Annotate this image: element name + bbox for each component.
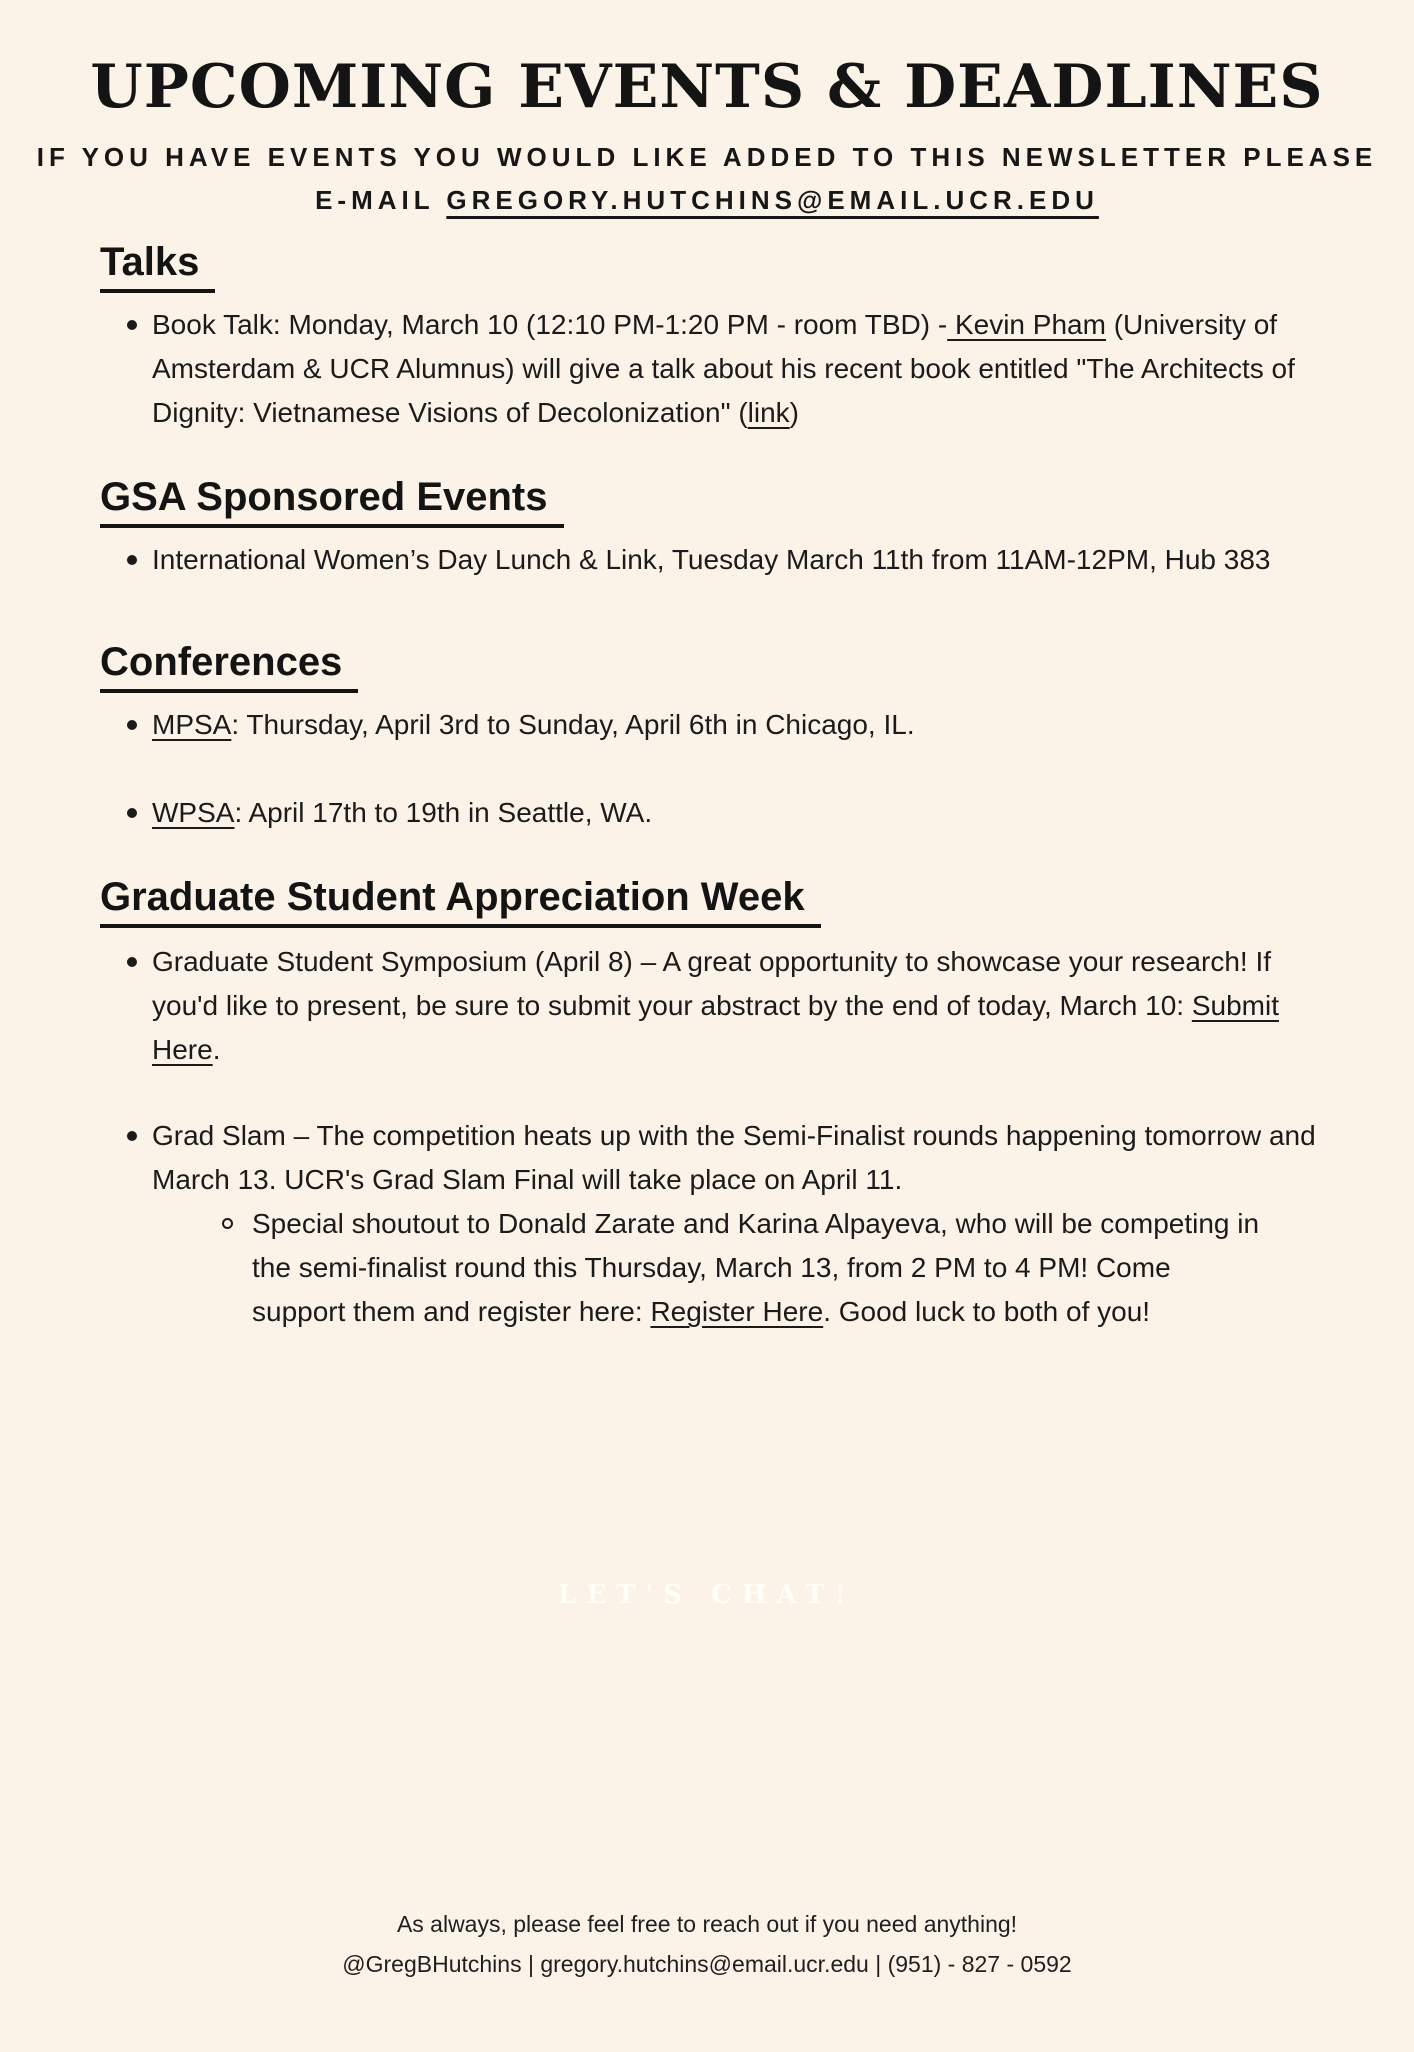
symposium-text: Graduate Student Symposium (April 8) – A great opportunity to showcase your research! If you'd like to present, be sure to submit your abstract by the end of today, March 10: — [152, 946, 1272, 1021]
grad-slam-sublist — [152, 1202, 1338, 1334]
conferences-list — [100, 703, 1338, 835]
shoutout-text: Special shoutout to Donald Zarate and Karina Alpayeva, who will be competing in the semi-finalist round this Thursday, March 13, from 2 PM to 4 PM! Come support them and register here: — [252, 1208, 1260, 1327]
gsa-list — [100, 538, 1338, 582]
grad-week-heading: Graduate Student Appreciation Week — [100, 875, 821, 928]
lets-chat-watermark: LET'S CHAT! — [557, 1580, 856, 1610]
talks-list — [100, 303, 1338, 435]
talks-item-text: Book Talk: Monday, March 10 (12:10 PM-1:20 PM - room TBD) - — [152, 309, 948, 340]
grad-slam-text: Grad Slam – The competition heats up with the Semi-Finalist rounds happening tomorrow and March 13. UCR's Grad Slam Final will take place on April 11. — [152, 1120, 1316, 1195]
footer-line-1: As always, please feel free to reach out if you need anything! — [396, 1911, 1018, 1937]
newsletter-page — [0, 52, 1414, 1977]
email-link[interactable]: GREGORY.HUTCHINS@EMAIL.UCR.EDU — [446, 185, 1099, 215]
mpsa-link[interactable]: MPSA — [152, 709, 232, 740]
list-item — [100, 703, 1338, 747]
talks-item-text: ) — [789, 397, 799, 428]
bullet-icon — [127, 957, 137, 967]
footer-line-2: @GregBHutchins | gregory.hutchins@email.ucr.edu | (951) - 827 - 0592 — [342, 1951, 1072, 1977]
gsa-item-text: International Women’s Day Lunch & Link, Tuesday March 11th from 11AM-12PM, Hub 383 — [152, 544, 1271, 575]
gsa-heading: GSA Sponsored Events — [100, 475, 564, 528]
mpsa-item-text: : Thursday, April 3rd to Sunday, April 6th in Chicago, IL. — [231, 709, 915, 740]
email-prefix: E-MAIL — [315, 185, 447, 215]
book-link[interactable]: link — [747, 397, 790, 428]
bullet-icon — [127, 720, 137, 730]
grad-week-list — [100, 940, 1338, 1334]
wpsa-link[interactable]: WPSA — [152, 797, 235, 828]
list-item — [100, 791, 1338, 835]
bullet-icon — [127, 1131, 137, 1141]
bullet-icon — [127, 808, 137, 818]
sub-list-item — [152, 1202, 1338, 1334]
kevin-pham-link[interactable]: Kevin Pham — [947, 309, 1106, 340]
section-gsa-events — [100, 435, 1338, 582]
page-title: UPCOMING EVENTS & DEADLINES — [90, 52, 1324, 122]
shoutout-text-end: . Good luck to both of you! — [823, 1296, 1151, 1327]
symposium-text-end: . — [212, 1034, 221, 1065]
bullet-icon — [127, 320, 137, 330]
newsletter-header — [0, 52, 1414, 222]
conferences-heading: Conferences — [100, 640, 358, 693]
subtitle-line-2 — [0, 179, 1414, 222]
talks-heading: Talks — [100, 240, 215, 293]
section-grad-appreciation-week — [100, 835, 1338, 1334]
bullet-icon — [127, 555, 137, 565]
section-conferences — [100, 582, 1338, 835]
sub-bullet-icon — [222, 1218, 233, 1229]
list-item — [100, 940, 1338, 1072]
submit-here-link[interactable]: Submit Here — [152, 990, 1279, 1065]
list-item — [100, 1114, 1338, 1334]
list-item — [100, 538, 1338, 582]
talks-item-text: (University of Amsterdam & UCR Alumnus) will give a talk about his recent book entitled "The Architects of Dignity: Vietnamese Visions of Decolonization" ( — [152, 309, 1295, 428]
newsletter-body — [0, 222, 1414, 1334]
newsletter-footer — [0, 1904, 1414, 1984]
wpsa-item-text: : April 17th to 19th in Seattle, WA. — [234, 797, 653, 828]
subtitle-line-1: IF YOU HAVE EVENTS YOU WOULD LIKE ADDED TO THIS NEWSLETTER PLEASE — [36, 142, 1378, 172]
section-talks — [100, 222, 1338, 435]
list-item — [100, 303, 1338, 435]
register-here-link[interactable]: Register Here — [650, 1296, 824, 1327]
